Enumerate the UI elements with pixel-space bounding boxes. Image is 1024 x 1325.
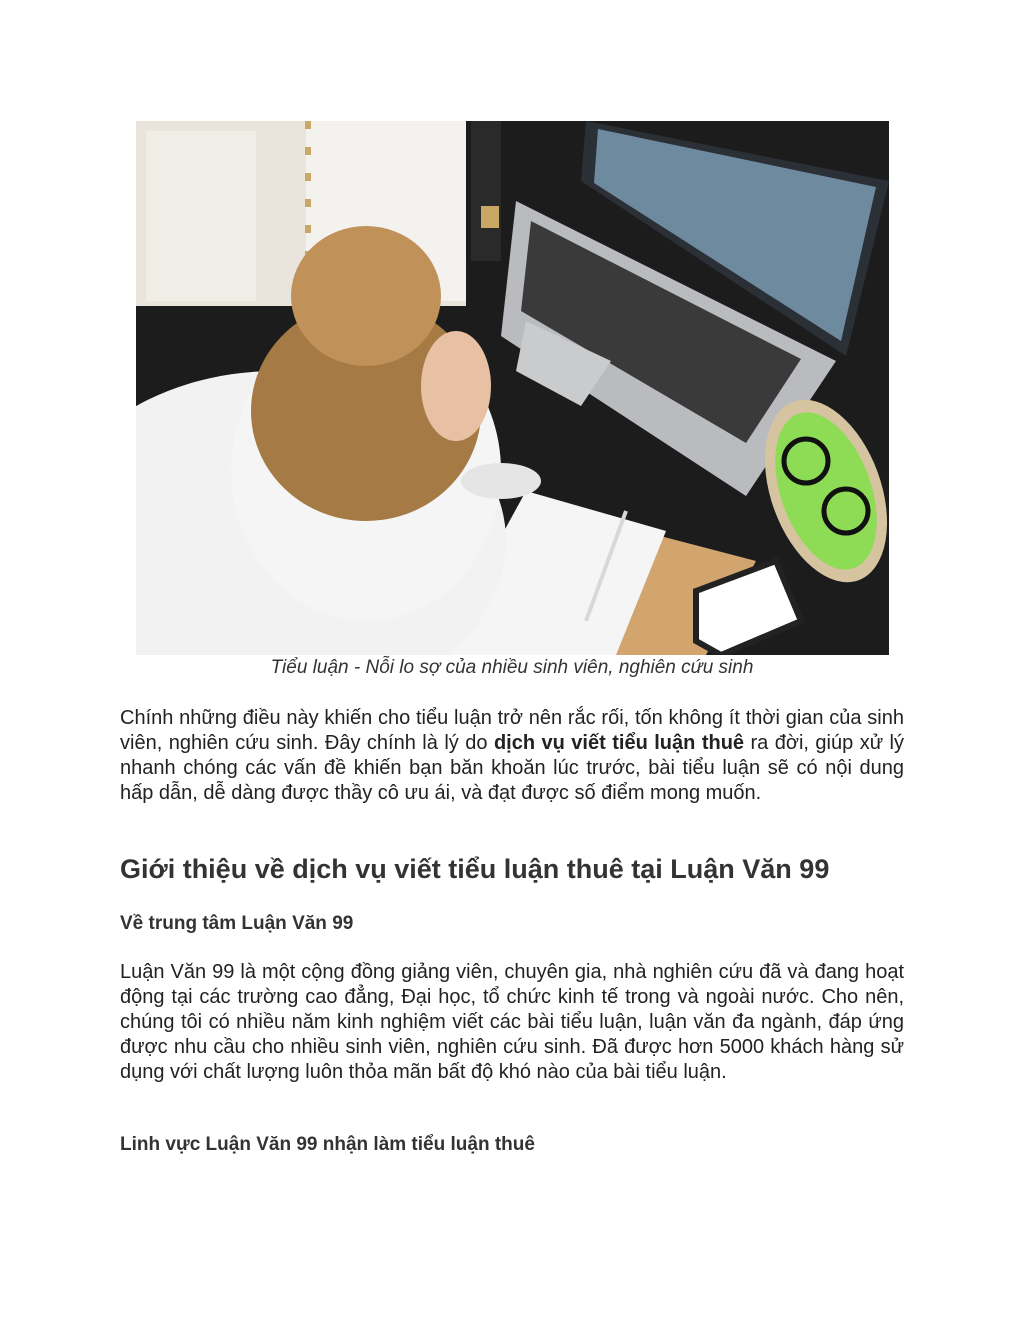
section-heading: Giới thiệu về dịch vụ viết tiểu luận thuê tại Luận Văn 99	[120, 854, 830, 884]
image-caption: Tiểu luận - Nỗi lo sợ của nhiều sinh viên, nghiên cứu sinh	[270, 657, 754, 678]
service-link-text: dịch vụ viết tiểu luận thuê	[493, 732, 745, 754]
subheading-fields: Linh vực Luận Văn 99 nhận làm tiểu luận thuê	[120, 1134, 535, 1155]
intro-paragraph	[120, 706, 904, 806]
article-photo	[136, 121, 889, 655]
about-paragraph: Luận Văn 99 là một cộng đồng giảng viên, chuyên gia, nhà nghiên cứu đã và đang hoạt động tại các trường cao đẳng, Đại học, tổ chức kinh tế trong và ngoài nước. Cho nên, chúng tôi có nhiều năm kinh nghiệm viết các bài tiểu luận, luận văn đa ngành, đáp ứng được nhu cầu cho nhiều sinh viên, nghiên cứu sinh. Đã được hơn 5000 khách hàng sử dụng với chất lượng luôn thỏa mãn bất độ khó nào của bài tiểu luận.	[120, 961, 904, 1083]
intro-text-start: Chính những điều này khiến cho tiểu luận trở nên rắc rối, tốn không ít thời gian của sinh viên, nghiên cứu sinh. Đây chính là lý do	[120, 707, 904, 754]
subheading-about: Về trung tâm Luận Văn 99	[120, 913, 354, 934]
intro-text-end: ra đời, giúp xử lý nhanh chóng các vấn đề khiến bạn băn khoăn lúc trước, bài tiểu luận sẽ có nội dung hấp dẫn, dễ dàng được thầy cô ưu ái, và đạt được số điểm mong muốn.	[120, 732, 904, 804]
stressed-student-illustration	[136, 121, 889, 655]
